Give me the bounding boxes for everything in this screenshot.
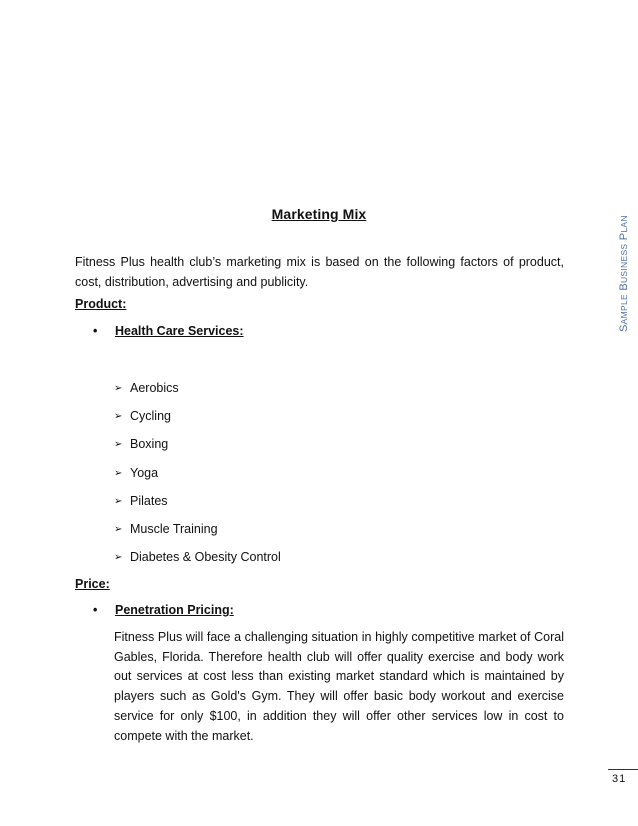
price-paragraph: Fitness Plus will face a challenging situation in highly competitive market of Coral Gables, Florida. Therefore health club will offer quality exercise and body work out services at cost less than existing market standard which is maintained by players such as Gold's Gym. They will offer basic body workout and exercise service for only $100, in addition they will offer other services low in cost to compete with the market.	[114, 630, 564, 743]
arrow-bullet-icon: ➢	[114, 468, 123, 479]
arrow-bullet-icon: ➢	[114, 552, 123, 563]
list-item-label: Cycling	[130, 409, 171, 423]
penetration-pricing-bullet	[93, 603, 234, 617]
list-item	[114, 521, 218, 537]
list-item	[114, 380, 179, 396]
side-label-part: S	[618, 324, 630, 332]
arrow-bullet-icon: ➢	[114, 383, 123, 394]
side-label-part: LAN	[619, 215, 629, 233]
side-label-part: B	[618, 283, 630, 291]
list-item-label: Boxing	[130, 437, 169, 451]
health-care-services-bullet	[93, 324, 244, 338]
page-number-rule	[608, 769, 638, 770]
intro-paragraph: Fitness Plus health club’s marketing mix is based on the following factors of product, cost, distribution, advertising and publicity.	[75, 255, 564, 289]
list-item-label: Diabetes & Obesity Control	[130, 550, 281, 564]
list-item-label: Pilates	[130, 494, 168, 508]
list-item	[114, 493, 168, 509]
list-item	[114, 436, 168, 452]
arrow-bullet-icon: ➢	[114, 524, 123, 535]
arrow-bullet-icon: ➢	[114, 439, 123, 450]
bullet-label: Health Care Services:	[115, 324, 244, 338]
side-running-header	[618, 215, 630, 332]
bullet-dot-icon: •	[93, 324, 98, 338]
side-label-part: P	[618, 232, 630, 241]
list-item	[114, 549, 281, 565]
list-item-label: Aerobics	[130, 381, 179, 395]
price-heading: Price:	[75, 577, 110, 591]
bullet-label: Penetration Pricing:	[115, 603, 234, 617]
page-number: 31	[612, 773, 627, 785]
side-label-part: USINESS	[619, 243, 629, 284]
list-item-label: Muscle Training	[130, 522, 218, 536]
list-item	[114, 408, 171, 424]
page-title: Marketing Mix	[271, 206, 367, 222]
list-item	[114, 465, 158, 481]
product-heading: Product:	[75, 297, 127, 311]
side-label-part: AMPLE	[619, 294, 629, 325]
arrow-bullet-icon: ➢	[114, 411, 123, 422]
arrow-bullet-icon: ➢	[114, 496, 123, 507]
list-item-label: Yoga	[130, 466, 159, 480]
bullet-dot-icon: •	[93, 603, 98, 617]
